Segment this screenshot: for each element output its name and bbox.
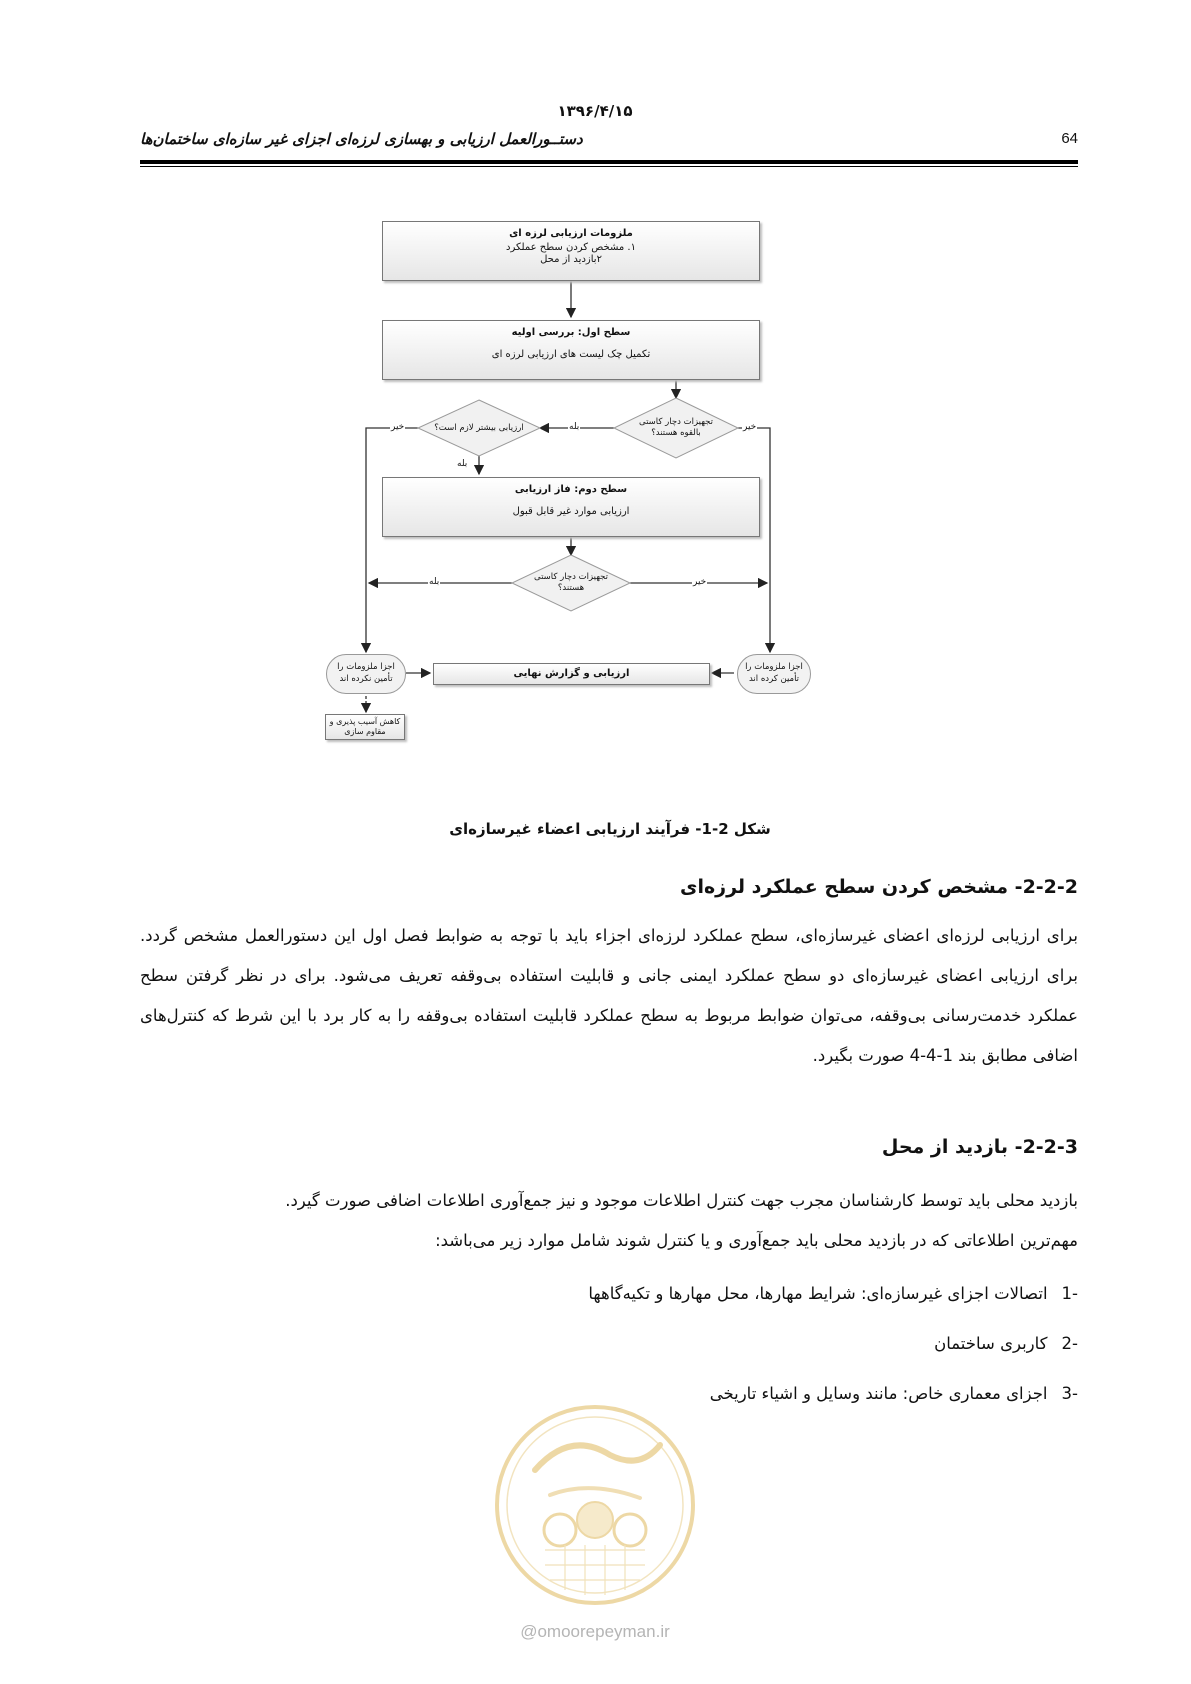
requirements-line-2: ۲بازدید از محل xyxy=(540,254,602,265)
level-two-box xyxy=(382,477,760,537)
section-2-2-3-heading: 2-2-3- بازدید از محل xyxy=(881,1136,1078,1158)
label-yes-d3: بله xyxy=(429,577,440,587)
list-item xyxy=(588,1284,1078,1303)
section-2-2-3-line-1: بازدید محلی باید توسط کارشناسان مجرب جهت کنترل اطلاعات موجود و نیز جمع‌آوری اطلاعات اضافی صورت گیرد. xyxy=(285,1191,1078,1210)
label-no-d2: خیر xyxy=(391,422,405,432)
list-item xyxy=(710,1384,1078,1403)
label-no-d1: خیر xyxy=(743,422,757,432)
list-item-number: -2 xyxy=(1061,1334,1078,1353)
list-item-text: اجزای معماری خاص: مانند وسایل و اشیاء تاریخی xyxy=(709,1384,1048,1403)
header-date: ۱۳۹۶/۴/۱۵ xyxy=(557,102,633,120)
label-yes-d1: بله xyxy=(569,422,580,432)
document-title: دستــورالعمل ارزیابی و بهسازی لرزه‌ای اجزای غیر سازه‌ای ساختمان‌ها xyxy=(140,130,583,148)
requirements-title: ملزومات ارزیابی لرزه ای xyxy=(509,228,633,239)
components-meet-oval: اجزا ملزومات را تأمین کرده اند xyxy=(737,654,811,694)
level-two-title: سطح دوم: فاز ارزیابی xyxy=(514,484,628,495)
final-report-title: ارزیابی و گزارش نهایی xyxy=(513,668,630,679)
retrofit-box: کاهش آسیب پذیری و مقاوم سازی xyxy=(325,714,405,740)
level-one-title: سطح اول: بررسی اولیه xyxy=(511,327,631,338)
diamond-3-text: تجهیزات دچار کاستی هستند؟ xyxy=(534,572,608,593)
requirements-box xyxy=(382,221,760,281)
watermark-seal-icon xyxy=(490,1400,700,1610)
diamond-2-text: ارزیابی بیشتر لازم است؟ xyxy=(434,423,524,433)
list-item-number: -3 xyxy=(1061,1384,1078,1403)
watermark-url: @omoorepeyman.ir xyxy=(520,1622,670,1641)
header-rule xyxy=(140,160,1078,164)
page-number: 64 xyxy=(1061,130,1078,147)
level-two-text: ارزیابی موارد غیر قابل قبول xyxy=(512,506,630,517)
label-no-d3: خیر xyxy=(693,577,707,587)
section-2-2-3-line-2: مهم‌ترین اطلاعاتی که در بازدید محلی باید جمع‌آوری و یا کنترل شوند شامل موارد زیر می‌باشد: xyxy=(435,1231,1078,1250)
list-item-text: کاربری ساختمان xyxy=(934,1334,1048,1353)
watermark-seal xyxy=(490,1400,700,1610)
label-yes-d2: بله xyxy=(457,459,468,469)
section-2-2-2-heading: 2-2-2- مشخص کردن سطح عملکرد لرزه‌ای xyxy=(680,876,1078,898)
list-item-text: اتصالات اجزای غیرسازه‌ای: شرایط مهارها، محل مهارها و تکیه‌گاهها xyxy=(588,1284,1048,1303)
diamond-1-text: تجهیزات دچار کاستی بالقوه هستند؟ xyxy=(639,417,713,438)
header-rule-thin xyxy=(140,166,1078,167)
requirements-line-1: ۱. مشخص کردن سطح عملکرد xyxy=(506,242,636,253)
section-2-2-2-paragraph: برای ارزیابی لرزه‌ای اعضای غیرسازه‌ای، سطح عملکرد لرزه‌ای اجزاء باید با توجه به ضوابط فصل اول این دستورالعمل مشخص گردد. برای ارزیابی اعضای غیرسازه‌ای دو سطح عملکرد ایمنی جانی و قابلیت استفاده بی‌وقفه تعریف می‌شود. برای در نظر گرفتن سطح عملکرد خدمت‌رسانی بی‌وقفه، می‌توان ضوابط مربوط به سطح عملکرد قابلیت استفاده بی‌وقفه را به کار برد با این شرط که کنترل‌های اضافی مطابق بند 1-4-4 صورت بگیرد. xyxy=(140,926,1078,1065)
running-header xyxy=(140,130,1078,154)
list-item xyxy=(934,1334,1078,1353)
flowchart xyxy=(329,228,880,800)
list-item-number: -1 xyxy=(1061,1284,1078,1303)
final-report-box xyxy=(433,663,710,685)
level-one-text: تکمیل چک لیست های ارزیابی لرزه ای xyxy=(491,349,651,360)
figure-caption: شکل 2-1- فرآیند ارزیابی اعضاء غیرسازه‌ای xyxy=(449,820,771,838)
components-not-meet-oval: اجزا ملزومات را تأمین نکرده اند xyxy=(326,654,406,694)
level-one-box xyxy=(382,320,760,380)
